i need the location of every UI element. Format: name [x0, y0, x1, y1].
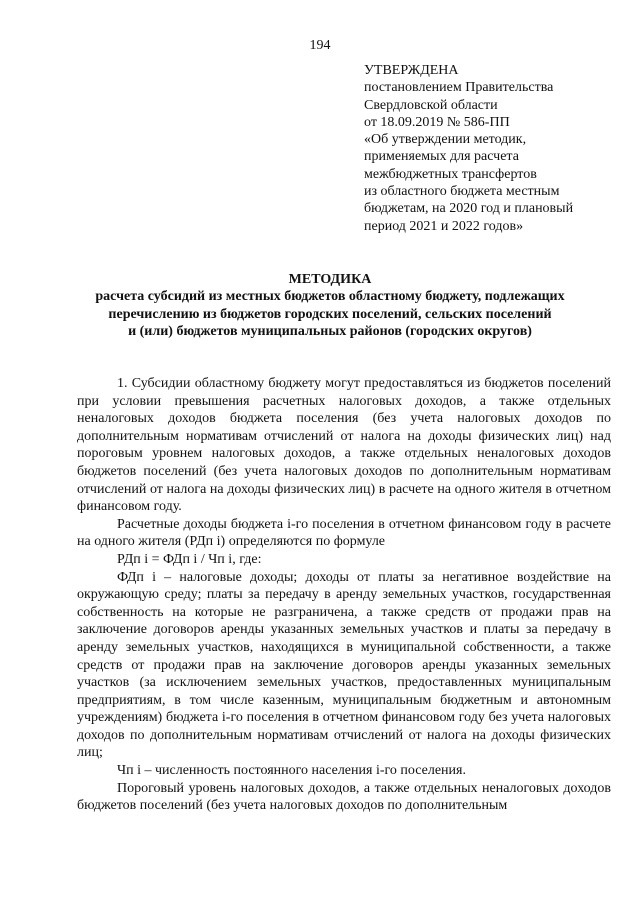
approval-line: бюджетам, на 2020 год и плановый [364, 201, 574, 217]
approval-line: Свердловской области [364, 97, 498, 113]
approval-line: применяемых для расчета [364, 149, 519, 165]
approval-line: из областного бюджета местным [364, 184, 560, 200]
document-body [77, 375, 611, 815]
approval-stamp [364, 62, 634, 235]
paragraph-fdp-definition: ФДп i – налоговые доходы; доходы от платы за негативное воздействие на окружающую среду; платы за передачу в аренду земельных участков, государственная собственность на которые не разграничена, а также средств от продажи прав на заключение договоров аренды указанных земельных участков и платы за передачу в аренду земельных участков, находящихся в муниципальной собственности, а также средств от продажи прав на заключение договоров аренды указанных земельных участков (за исключением земельных участков, предоставленных муниципальным предприятиям, в том числе казенным, муниципальным бюджетным и автономным учреждениям) бюджета i-го поселения в отчетном финансовом году без учета налоговых доходов по дополнительным нормативам отчислений от налога на доходы физических лиц; [77, 569, 611, 761]
paragraph-subsidies: 1. Субсидии областному бюджету могут предоставляться из бюджетов поселений при условии превышения расчетных налоговых доходов, а также отдельных неналоговых доходов бюджета поселения (без учета налоговых доходов по дополнительным нормативам отчислений от налога на доходы физических лиц) над пороговым уровнем налоговых доходов, а также отдельных неналоговых доходов бюджетов поселений (без учета налоговых доходов по дополнительным нормативам отчислений от налога на доходы физических лиц) в расчете на одного жителя в отчетном финансовом году. [77, 376, 611, 515]
document-title [60, 271, 600, 340]
approval-title: УТВЕРЖДЕНА [364, 63, 459, 78]
paragraph-threshold: Пороговый уровень налоговых доходов, а также отдельных неналоговых доходов бюджетов поселений (без учета налоговых доходов по дополнительным [77, 780, 611, 814]
paragraph-chp-definition: Чп i – численность постоянного населения i-го поселения. [117, 763, 466, 779]
approval-line: постановлением Правительства [364, 80, 554, 96]
title-line: расчета субсидий из местных бюджетов областному бюджету, подлежащих [95, 289, 565, 305]
approval-line: от 18.09.2019 № 586-ПП [364, 114, 510, 130]
formula: РДп i = ФДп i / Чп i, где: [117, 551, 262, 567]
title-line: и (или) бюджетов муниципальных районов (городских округов) [128, 323, 532, 339]
approval-line: «Об утверждении методик, [364, 132, 527, 148]
approval-line: период 2021 и 2022 годов» [364, 218, 524, 234]
approval-line: межбюджетных трансфертов [364, 166, 537, 182]
paragraph-calculated-income: Расчетные доходы бюджета i-го поселения в отчетном финансовом году в расчете на одного жителя (РДп i) определяются по формуле [77, 516, 611, 550]
title-line: перечислению из бюджетов городских поселений, сельских поселений [108, 306, 552, 322]
title-heading: МЕТОДИКА [288, 272, 372, 287]
page-number: 194 [309, 38, 331, 53]
